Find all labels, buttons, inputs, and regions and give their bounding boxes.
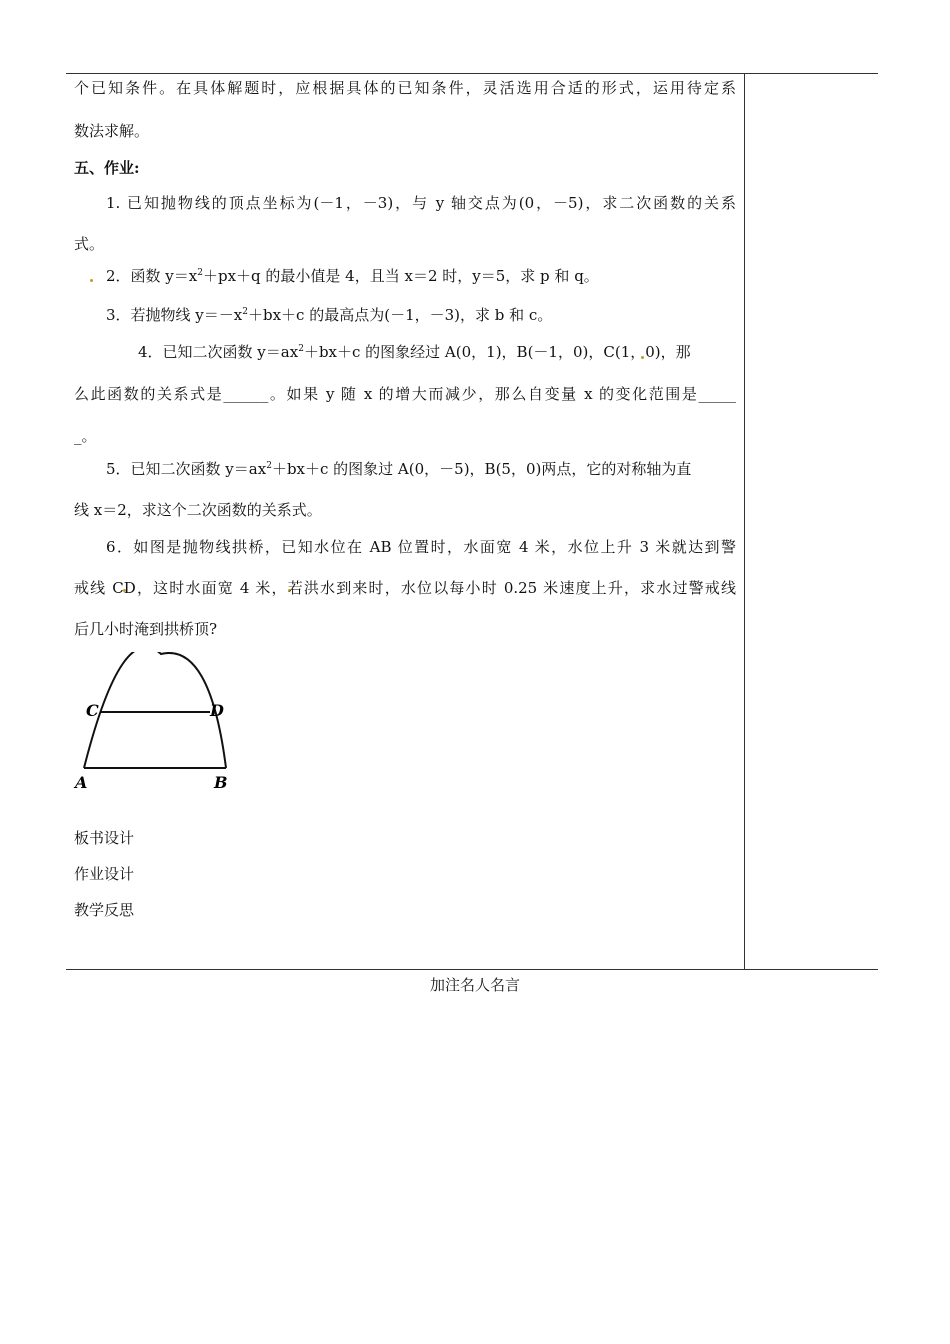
problem-2-text-b: ＋px＋q 的最小值是 4，且当 x＝2 时，y＝5，求 p 和 q。 (202, 267, 599, 285)
problem-1-line-1: 1. 已知抛物线的顶点坐标为(－1，－3)，与 y 轴交点为(0，－5)，求二次函数的关系 (106, 194, 736, 212)
point-label-d: D (210, 701, 224, 720)
problem-5-exponent: 2 (266, 461, 272, 471)
board-design-label: 板书设计 (74, 829, 135, 847)
arch-bridge-figure (70, 652, 242, 798)
table-top-rule (66, 73, 878, 74)
problem-2-text-a: 2．函数 y＝x (106, 267, 198, 285)
problem-3-text-b: ＋bx＋c 的最高点为(－1，－3)，求 b 和 c。 (247, 306, 553, 324)
problem-5-line-1 (106, 459, 736, 479)
marker-dot (90, 279, 93, 282)
problem-5-line-2: 线 x＝2，求这个二次函数的关系式。 (74, 501, 322, 519)
table-bottom-rule (66, 969, 878, 970)
problem-4-line-1 (138, 342, 736, 362)
problem-4-exponent: 2 (298, 344, 304, 354)
problem-4-text-a: 4．已知二次函数 y＝ax (138, 343, 299, 361)
point-label-c: C (86, 701, 99, 720)
problem-5-text-a: 5．已知二次函数 y＝ax (106, 460, 267, 478)
problem-6-line-3: 后几小时淹到拱桥顶? (74, 620, 218, 638)
problem-4-line-2: 么此函数的关系式是______。如果 y 随 x 的增大而减少，那么自变量 x 的变化范围是_____ (74, 385, 736, 403)
homework-design-label: 作业设计 (74, 865, 135, 883)
problem-6-line-1: 6．如图是抛物线拱桥，已知水位在 AB 位置时，水面宽 4 米，水位上升 3 米就达到警 (106, 538, 736, 556)
intro-line-2: 数法求解。 (74, 122, 150, 140)
point-label-b: B (214, 773, 228, 792)
problem-4-line-3: _。 (74, 427, 97, 445)
point-label-a: A (75, 773, 88, 792)
parabola-arch (84, 652, 226, 768)
problem-6-line-2: 戒线 CD，这时水面宽 4 米，若洪水到来时，水位以每小时 0.25 米速度上升，求水过警戒线 (74, 579, 736, 597)
problem-2 (106, 266, 736, 286)
problem-5-text-b: ＋bx＋c 的图象过 A(0，－5)，B(5，0)两点，它的对称轴为直 (271, 460, 692, 478)
teaching-reflection-label: 教学反思 (74, 901, 135, 919)
problem-3-text-a: 3．若抛物线 y＝－x (106, 306, 243, 324)
section-heading: 五、作业: (74, 159, 140, 177)
problem-1-line-2: 式。 (74, 235, 105, 253)
footer-quote-label: 加注名人名言 (429, 976, 520, 994)
table-column-divider (744, 73, 745, 970)
problem-3 (106, 305, 736, 325)
problem-3-exponent: 2 (242, 307, 248, 317)
intro-line-1: 个已知条件。在具体解题时，应根据具体的已知条件，灵活选用合适的形式，运用待定系 (74, 79, 736, 97)
problem-2-exponent: 2 (197, 268, 203, 278)
problem-4-text-b: ＋bx＋c 的图象经过 A(0，1)，B(－1，0)，C(1，0)，那 (303, 343, 691, 361)
